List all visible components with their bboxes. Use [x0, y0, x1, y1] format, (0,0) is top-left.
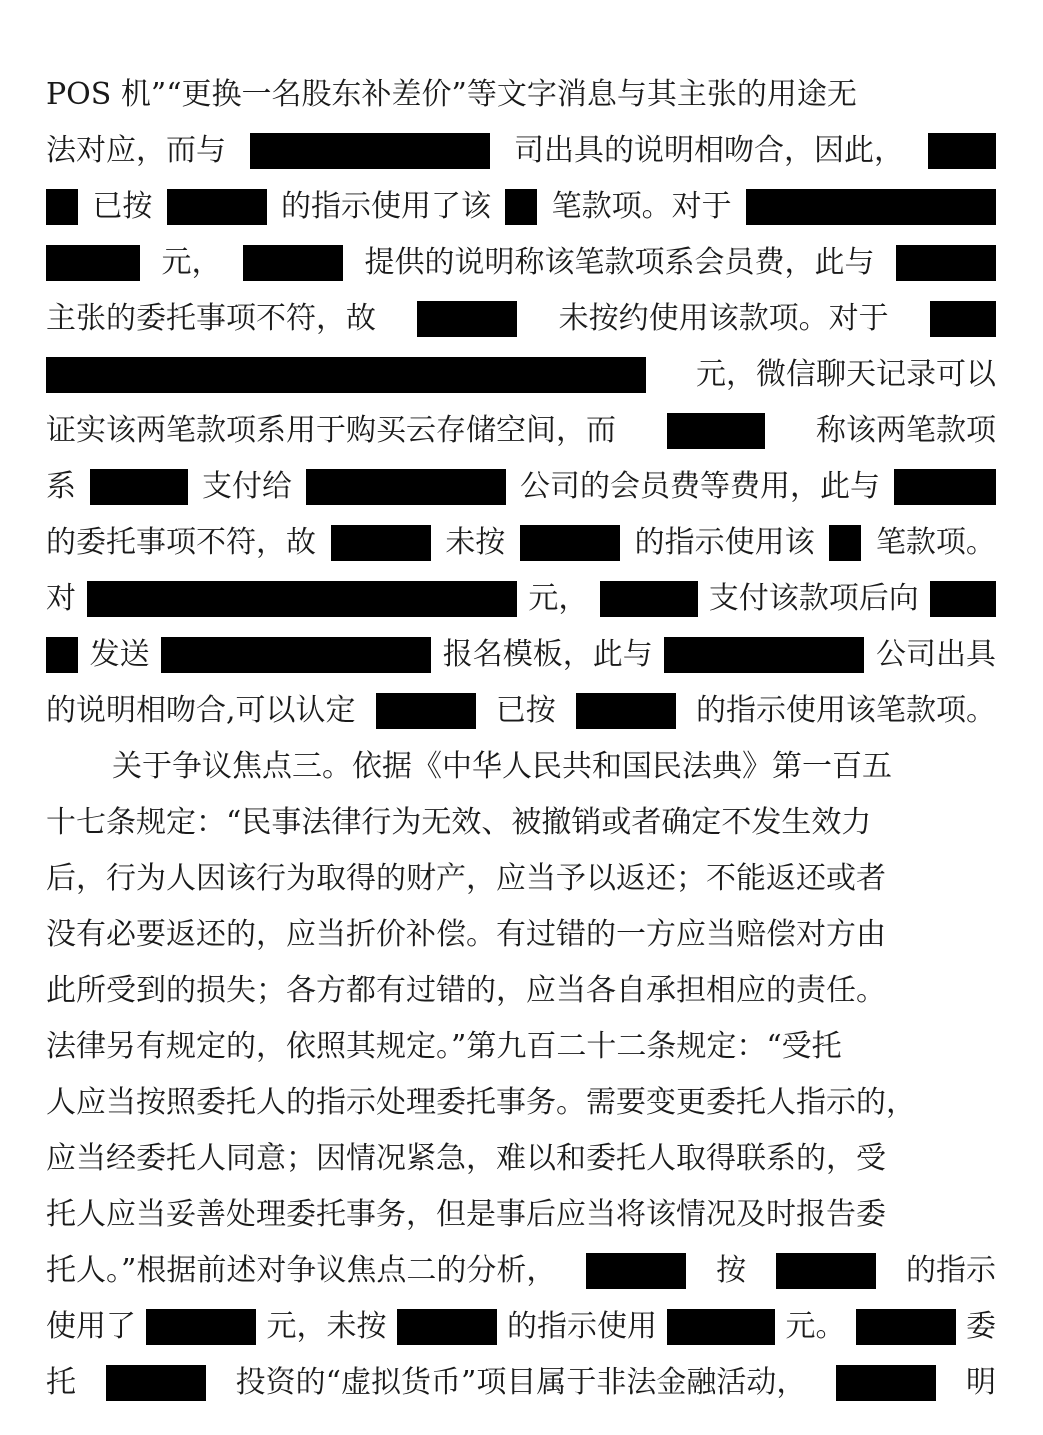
text-segment: 称该两笔款项	[816, 413, 996, 448]
text-line	[46, 182, 996, 232]
text-line	[112, 742, 996, 792]
redaction-block	[894, 469, 996, 505]
redaction-block	[930, 301, 996, 337]
redaction-block	[505, 189, 537, 225]
text-segment: 支付该款项后向	[708, 581, 919, 616]
text-segment: 的委托事项不符，故	[46, 525, 316, 560]
redaction-block	[106, 1365, 206, 1401]
redaction-block	[600, 581, 698, 617]
text-line	[46, 1190, 996, 1240]
redaction-block	[520, 525, 620, 561]
text-segment: 的指示使用	[507, 1309, 657, 1344]
text-segment: 托	[46, 1365, 76, 1400]
redaction-block	[928, 133, 996, 169]
text-segment: 公司出具	[875, 637, 996, 672]
redaction-block	[667, 413, 765, 449]
text-line	[46, 574, 996, 624]
text-segment: 笔款项。	[875, 525, 996, 560]
redaction-block	[46, 189, 78, 225]
text-segment: 系	[46, 469, 76, 504]
text-line	[46, 238, 996, 288]
text-segment: 已按	[495, 693, 556, 728]
redaction-block	[930, 581, 996, 617]
text-segment: 投资的“虚拟货币”项目属于非法金融活动，	[235, 1365, 807, 1400]
redaction-block	[90, 469, 188, 505]
text-segment: 托人。”根据前述对争议焦点二的分析，	[46, 1253, 557, 1288]
text-segment: 明	[966, 1365, 996, 1400]
redaction-block	[829, 525, 861, 561]
text-segment: 未按	[445, 525, 506, 560]
text-line	[46, 1022, 996, 1072]
text-segment: 公司的会员费等费用，此与	[520, 469, 880, 504]
redaction-block	[576, 693, 676, 729]
text-line	[46, 1302, 996, 1352]
text-segment: 元，	[528, 581, 589, 616]
text-segment: 使用了	[46, 1309, 136, 1344]
redaction-block	[417, 301, 517, 337]
text-segment: 元。	[785, 1309, 846, 1344]
text-line	[46, 630, 996, 680]
redaction-block	[250, 133, 490, 169]
text-segment: 元，微信聊天记录可以	[696, 357, 996, 392]
text-segment: 的指示使用该笔款项。	[695, 693, 996, 728]
text-line	[46, 518, 996, 568]
text-line	[46, 462, 996, 512]
redaction-block	[376, 693, 476, 729]
text-line	[46, 1134, 996, 1184]
text-line	[46, 70, 996, 120]
text-line	[46, 686, 996, 736]
text-line	[46, 798, 996, 848]
text-line	[46, 1078, 996, 1128]
text-line	[46, 854, 996, 904]
redaction-block	[667, 1309, 775, 1345]
text-segment: 的指示	[905, 1253, 996, 1288]
redaction-block	[586, 1253, 686, 1289]
redaction-block	[306, 469, 506, 505]
text-segment: 未按约使用该款项。对于	[558, 301, 889, 336]
redaction-block	[331, 525, 431, 561]
text-segment: 元，	[161, 245, 222, 280]
text-segment: 此所受到的损失；各方都有过错的，应当各自承担相应的责任。	[46, 973, 886, 1008]
redaction-block	[46, 357, 646, 393]
text-segment: 的指示使用了该	[280, 189, 491, 224]
text-segment: 司出具的说明相吻合，因此，	[514, 133, 904, 168]
text-line	[46, 1246, 996, 1296]
text-line	[46, 350, 996, 400]
text-segment: 托人应当妥善处理委托事务，但是事后应当将该情况及时报告委	[46, 1197, 886, 1232]
redaction-block	[167, 189, 267, 225]
redaction-block	[746, 189, 996, 225]
text-segment: 提供的说明称该笔款项系会员费，此与	[364, 245, 875, 280]
text-segment: 法律另有规定的，依照其规定。”第九百二十二条规定：“受托	[46, 1029, 842, 1064]
text-segment: 人应当按照委托人的指示处理委托事务。需要变更委托人指示的，	[46, 1085, 916, 1120]
text-segment: 支付给	[202, 469, 292, 504]
text-segment: 元，未按	[266, 1309, 387, 1344]
text-segment: 法对应，而与	[46, 133, 226, 168]
text-segment: 发送	[89, 637, 150, 672]
text-line	[46, 966, 996, 1016]
text-segment: 没有必要返还的，应当折价补偿。有过错的一方应当赔偿对方由	[46, 917, 886, 952]
redaction-block	[46, 637, 78, 673]
redaction-block	[896, 245, 996, 281]
text-line	[46, 294, 996, 344]
text-segment: 主张的委托事项不符，故	[46, 301, 376, 336]
text-segment: 对	[46, 581, 76, 616]
text-line	[46, 406, 996, 456]
text-segment: 委	[966, 1309, 996, 1344]
text-segment: 后，行为人因该行为取得的财产，应当予以返还；不能返还或者	[46, 861, 886, 896]
redaction-block	[856, 1309, 956, 1345]
text-segment: 应当经委托人同意；因情况紧急，难以和委托人取得联系的，受	[46, 1141, 886, 1176]
text-segment: 报名模板，此与	[442, 637, 653, 672]
redaction-block	[146, 1309, 256, 1345]
text-segment: POS 机”“更换一名股东补差价”等文字消息与其主张的用途无	[46, 77, 857, 112]
text-segment: 笔款项。对于	[551, 189, 732, 224]
redaction-block	[243, 245, 343, 281]
text-segment: 按	[716, 1253, 747, 1288]
text-segment: 已按	[92, 189, 153, 224]
redaction-block	[836, 1365, 936, 1401]
redaction-block	[46, 245, 140, 281]
text-segment: 证实该两笔款项系用于购买云存储空间，而	[46, 413, 616, 448]
text-line	[46, 126, 996, 176]
text-segment: 的指示使用该	[634, 525, 815, 560]
redaction-block	[87, 581, 517, 617]
text-segment: 十七条规定：“民事法律行为无效、被撤销或者确定不发生效力	[46, 805, 872, 840]
redaction-block	[776, 1253, 876, 1289]
redaction-block	[161, 637, 431, 673]
text-line	[46, 1358, 996, 1408]
text-segment: 的说明相吻合,可以认定	[46, 693, 356, 728]
text-line	[46, 910, 996, 960]
redaction-block	[397, 1309, 497, 1345]
paragraph-start: 关于争议焦点三。依据《中华人民共和国民法典》第一百五	[112, 749, 892, 784]
redaction-block	[664, 637, 864, 673]
